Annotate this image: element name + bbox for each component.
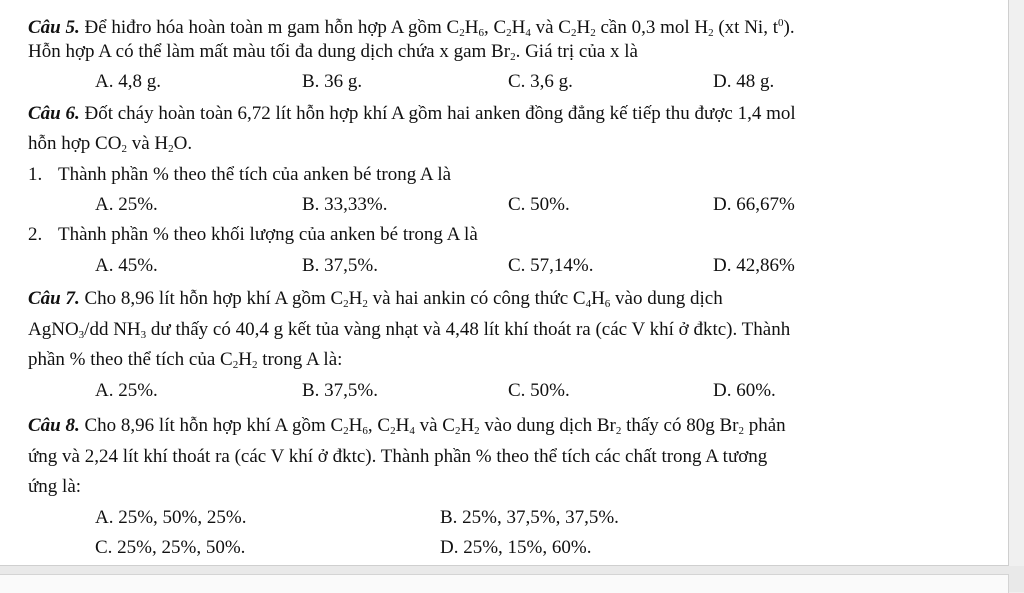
q7-option-d: D. 60%. xyxy=(713,380,776,401)
text: phản xyxy=(743,415,786,436)
next-page xyxy=(0,574,1009,593)
text: O. xyxy=(173,133,193,154)
subscript: 6 xyxy=(604,298,611,310)
text: , C xyxy=(483,17,507,38)
text: Để hiđro hóa hoàn toàn m gam hỗn hợp A gồm C xyxy=(79,17,460,38)
text: . Giá trị của x là xyxy=(515,41,638,62)
subscript: 2 xyxy=(570,27,577,39)
question-label: Câu 8. xyxy=(28,415,80,436)
q7-option-a: A. 25%. xyxy=(95,380,158,401)
subscript: 2 xyxy=(343,425,349,437)
text: Thành phần % theo thể tích của anken bé trong A là xyxy=(58,164,452,185)
text: và hai ankin có công thức C xyxy=(367,288,586,309)
q8-option-c: C. 25%, 25%, 50%. xyxy=(95,537,246,558)
text: (xt Ni, t xyxy=(713,17,778,38)
text: hỗn hợp CO xyxy=(28,133,122,154)
text: dư thấy có 40,4 g kết tủa vàng nhạt và 4,48 lít khí thoát ra (các V khí ở đktc). Thành xyxy=(146,319,791,340)
subscript: 2 xyxy=(510,51,516,63)
q6-p1-option-c: C. 50%. xyxy=(508,194,570,215)
q8-option-a: A. 25%, 50%, 25%. xyxy=(95,507,247,528)
question-label: Câu 5. xyxy=(28,17,80,38)
text: và C xyxy=(530,17,571,38)
q7-line-1 xyxy=(28,287,723,316)
subscript: 2 xyxy=(615,425,622,437)
q5-option-d: D. 48 g. xyxy=(713,71,775,92)
superscript: 0 xyxy=(778,17,784,29)
subscript: 2 xyxy=(121,143,127,155)
text: H xyxy=(348,288,363,309)
subscript: 4 xyxy=(525,27,531,39)
subscript: 3 xyxy=(78,329,85,341)
text: Cho 8,96 lít hỗn hợp khí A gồm C xyxy=(79,415,344,436)
q6-p1-option-a: A. 25%. xyxy=(95,194,158,215)
subscript: 2 xyxy=(708,27,714,39)
q8-line-2: ứng và 2,24 lít khí thoát ra (các V khí ở đktc). Thành phần % theo thể tích các chất trong A tương xyxy=(28,446,768,467)
q5-option-a: A. 4,8 g. xyxy=(95,71,161,92)
text: H xyxy=(460,415,475,436)
subscript: 2 xyxy=(590,27,596,39)
subscript: 6 xyxy=(478,27,484,39)
subscript: 2 xyxy=(506,27,512,39)
subscript: 2 xyxy=(390,425,396,437)
item-number: 1. xyxy=(28,164,43,185)
text: Hỗn hợp A có thể làm mất màu tối đa dung dịch chứa x gam Br xyxy=(28,41,511,62)
text: và C xyxy=(414,415,455,436)
text: AgNO xyxy=(28,319,79,340)
text: cần 0,3 mol H xyxy=(595,17,709,38)
item-number: 2. xyxy=(28,224,43,245)
text: , C xyxy=(367,415,391,436)
text: H xyxy=(576,17,591,38)
q8-option-d: D. 25%, 15%, 60%. xyxy=(440,537,592,558)
q6-line-1 xyxy=(28,102,796,126)
q5-option-c: C. 3,6 g. xyxy=(508,71,573,92)
text: H xyxy=(591,288,605,309)
q6-p2-option-a: A. 45%. xyxy=(95,255,158,276)
text: H xyxy=(464,17,479,38)
subscript: 2 xyxy=(738,425,744,437)
q8-line-1 xyxy=(28,414,786,443)
text: Cho 8,96 lít hỗn hợp khí A gồm C xyxy=(79,288,344,309)
text: Đốt cháy hoàn toàn 6,72 lít hỗn hợp khí A gồm hai anken đồng đẳng kế tiếp thu được 1,4 mol xyxy=(79,103,796,124)
subscript: 2 xyxy=(459,27,465,39)
text: Thành phần % theo khối lượng của anken bé trong A là xyxy=(58,224,478,245)
q8-option-b: B. 25%, 37,5%, 37,5%. xyxy=(440,507,619,528)
subscript: 2 xyxy=(343,298,349,310)
text: và H xyxy=(126,133,169,154)
q5-option-b: B. 36 g. xyxy=(302,71,363,92)
subscript: 3 xyxy=(140,329,147,341)
q7-line-3 xyxy=(28,348,342,377)
subscript: 4 xyxy=(585,298,592,310)
q6-line-2 xyxy=(28,132,192,161)
subscript: 4 xyxy=(409,425,415,437)
subscript: 2 xyxy=(474,425,480,437)
text: vào dung dịch Br xyxy=(479,415,616,436)
subscript: 2 xyxy=(232,359,239,371)
next-page-edge xyxy=(0,566,1024,592)
subscript: 2 xyxy=(362,298,368,310)
question-label: Câu 7. xyxy=(28,288,80,309)
q6-p1-option-b: B. 33,33%. xyxy=(302,194,388,215)
q7-line-2 xyxy=(28,318,790,347)
text: H xyxy=(511,17,526,38)
subscript: 6 xyxy=(362,425,368,437)
text: /dd NH xyxy=(84,319,141,340)
q8-line-3: ứng là: xyxy=(28,476,82,497)
q5-line-2 xyxy=(28,40,638,69)
q6-p2-option-b: B. 37,5%. xyxy=(302,255,378,276)
q6-p2-option-d: D. 42,86% xyxy=(713,255,795,276)
subscript: 2 xyxy=(251,359,258,371)
text: H xyxy=(238,349,252,370)
text: phần % theo thể tích của C xyxy=(28,349,233,370)
q6-part-2 xyxy=(28,223,478,247)
q7-option-c: C. 50%. xyxy=(508,380,570,401)
q7-option-b: B. 37,5%. xyxy=(302,380,378,401)
q6-p2-option-c: C. 57,14%. xyxy=(508,255,594,276)
text: H xyxy=(395,415,410,436)
text: ). xyxy=(783,17,795,38)
subscript: 2 xyxy=(168,143,174,155)
text: vào dung dịch xyxy=(610,288,723,309)
text: H xyxy=(348,415,363,436)
q6-p1-option-d: D. 66,67% xyxy=(713,194,795,215)
q6-part-1 xyxy=(28,163,451,187)
text: thấy có 80g Br xyxy=(621,415,739,436)
subscript: 2 xyxy=(454,425,461,437)
question-label: Câu 6. xyxy=(28,103,80,124)
text: trong A là: xyxy=(257,349,343,370)
